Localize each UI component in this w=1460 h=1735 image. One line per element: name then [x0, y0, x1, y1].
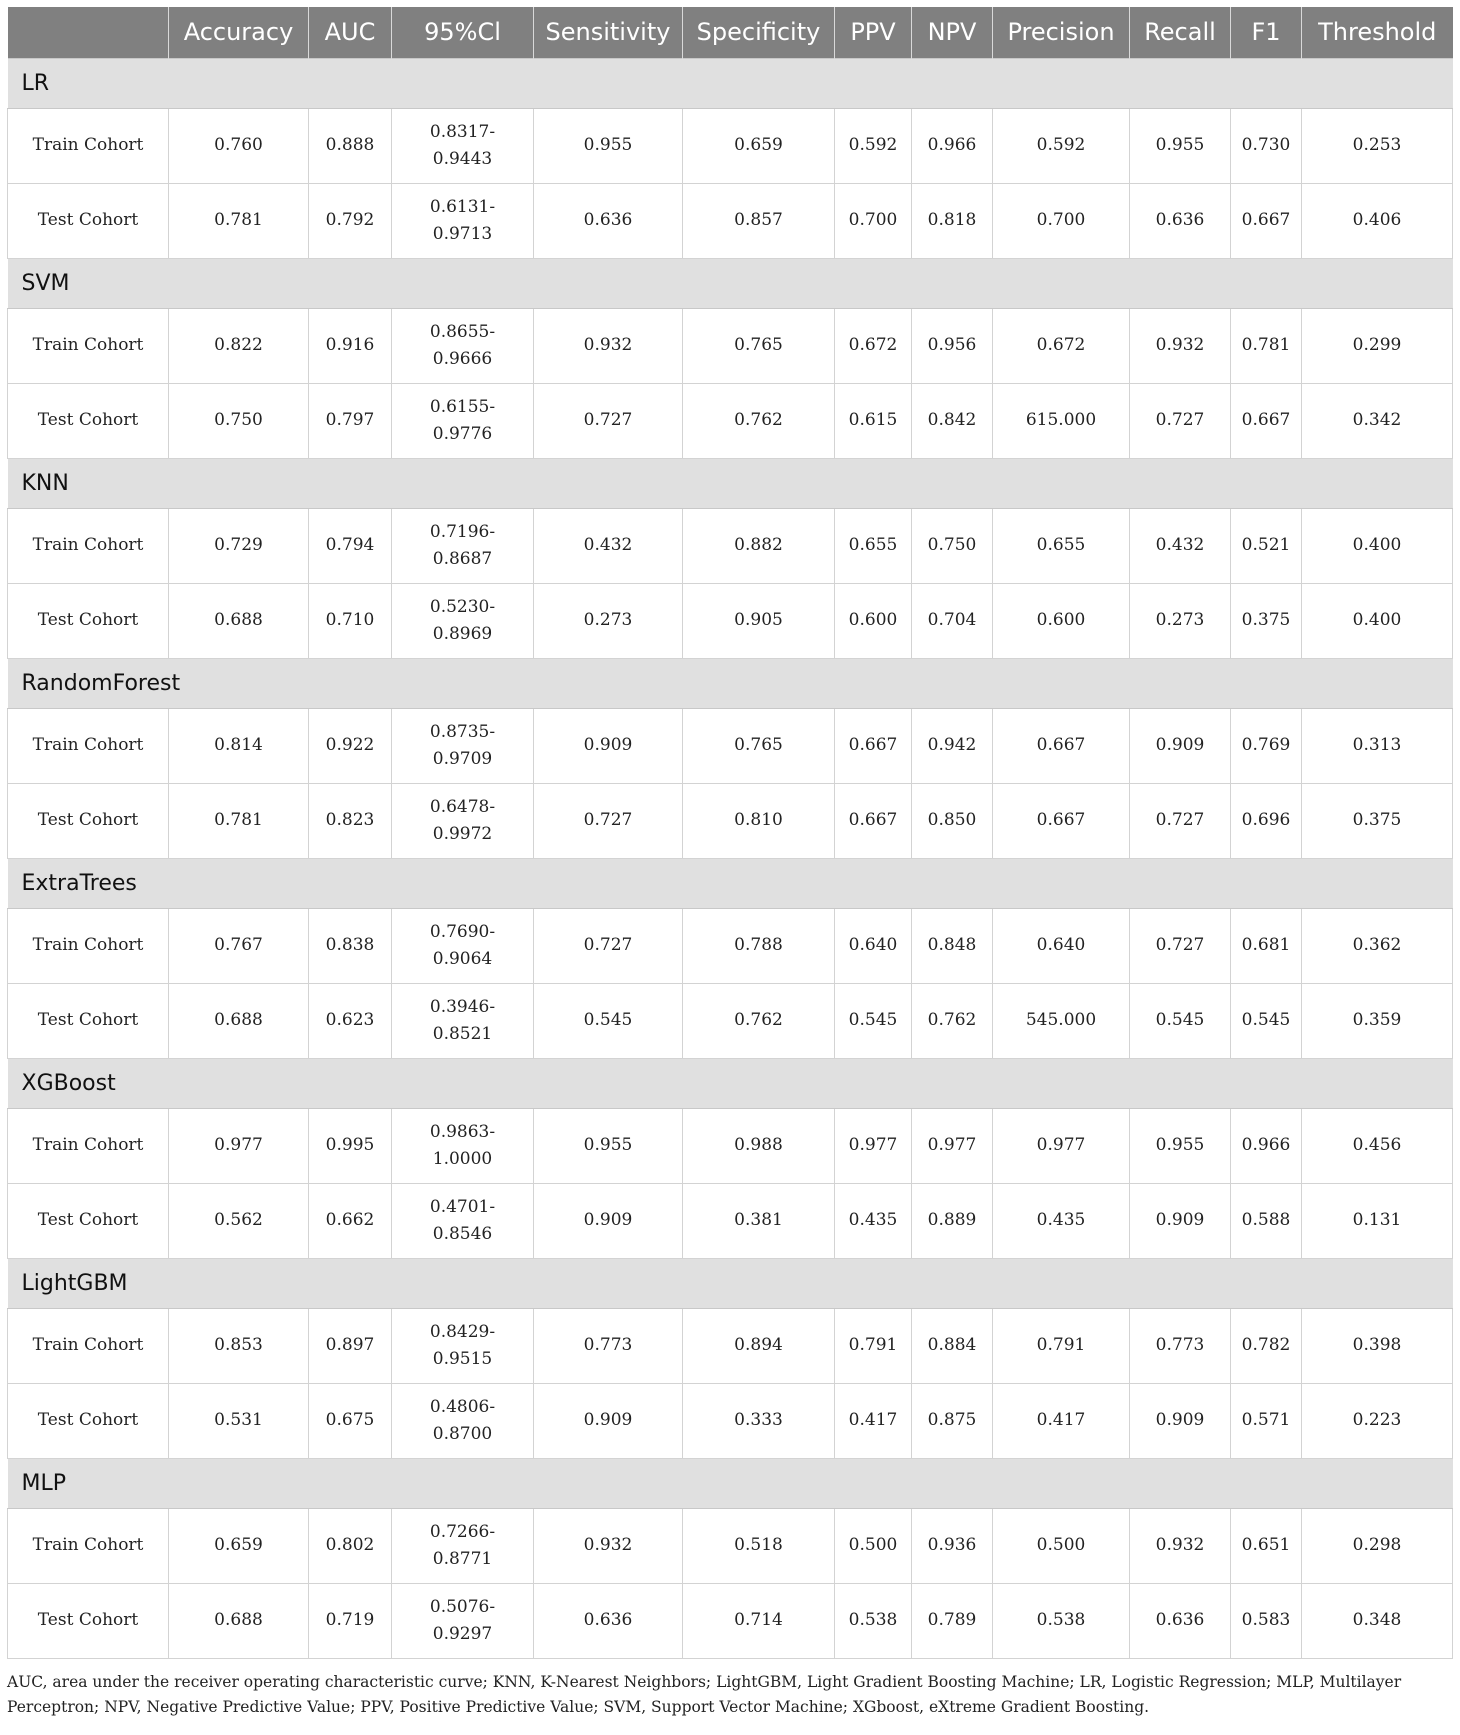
- group-row: [8, 658, 1453, 708]
- accuracy-cell: 0.688: [169, 1583, 309, 1658]
- recall-cell: 0.932: [1130, 308, 1231, 383]
- ci-cell: [392, 1508, 534, 1583]
- accuracy-cell: 0.531: [169, 1383, 309, 1458]
- f1-cell: 0.966: [1231, 1108, 1302, 1183]
- f1-cell: 0.583: [1231, 1583, 1302, 1658]
- sensitivity-cell: 0.727: [534, 908, 683, 983]
- auc-cell: 0.797: [309, 383, 392, 458]
- f1-cell: 0.375: [1231, 583, 1302, 658]
- threshold-cell: 0.375: [1302, 783, 1453, 858]
- accuracy-cell: 0.688: [169, 983, 309, 1058]
- ci-upper: 0.8771: [432, 1548, 493, 1569]
- header-cell-blank: [8, 7, 169, 58]
- header-cell: F1: [1231, 7, 1302, 58]
- threshold-cell: 0.348: [1302, 1583, 1453, 1658]
- npv-cell: 0.789: [912, 1583, 993, 1658]
- group-row: [8, 1258, 1453, 1308]
- table-row: [8, 783, 1453, 858]
- f1-cell: 0.696: [1231, 783, 1302, 858]
- ci-cell: [392, 583, 534, 658]
- auc-cell: 0.662: [309, 1183, 392, 1258]
- header-cell: PPV: [835, 7, 912, 58]
- threshold-cell: 0.299: [1302, 308, 1453, 383]
- group-row: [8, 1458, 1453, 1508]
- group-label: MLP: [8, 1458, 1453, 1508]
- recall-cell: 0.909: [1130, 1183, 1231, 1258]
- precision-cell: 0.435: [993, 1183, 1130, 1258]
- ci-lower: 0.4806-: [429, 1396, 496, 1417]
- npv-cell: 0.848: [912, 908, 993, 983]
- specificity-cell: 0.988: [683, 1108, 835, 1183]
- ci-cell: [392, 183, 534, 258]
- ci-cell: [392, 708, 534, 783]
- threshold-cell: 0.342: [1302, 383, 1453, 458]
- ci-cell: [392, 508, 534, 583]
- f1-cell: 0.521: [1231, 508, 1302, 583]
- npv-cell: 0.850: [912, 783, 993, 858]
- table-row: [8, 1508, 1453, 1583]
- ppv-cell: 0.655: [835, 508, 912, 583]
- cohort-cell: Train Cohort: [8, 308, 169, 383]
- cohort-cell: Train Cohort: [8, 1108, 169, 1183]
- ci-lower: 0.7196-: [429, 521, 496, 542]
- auc-cell: 0.719: [309, 1583, 392, 1658]
- npv-cell: 0.889: [912, 1183, 993, 1258]
- ppv-cell: 0.538: [835, 1583, 912, 1658]
- cohort-cell: Train Cohort: [8, 1308, 169, 1383]
- accuracy-cell: 0.688: [169, 583, 309, 658]
- accuracy-cell: 0.562: [169, 1183, 309, 1258]
- ci-lower: 0.8735-: [429, 721, 496, 742]
- header-cell: NPV: [912, 7, 993, 58]
- recall-cell: 0.636: [1130, 1583, 1231, 1658]
- accuracy-cell: 0.659: [169, 1508, 309, 1583]
- ci-cell: [392, 908, 534, 983]
- auc-cell: 0.888: [309, 108, 392, 183]
- threshold-cell: 0.400: [1302, 583, 1453, 658]
- sensitivity-cell: 0.727: [534, 783, 683, 858]
- ci-cell: [392, 108, 534, 183]
- f1-cell: 0.588: [1231, 1183, 1302, 1258]
- table-row: [8, 108, 1453, 183]
- table-footnote: AUC, area under the receiver operating characteristic curve; KNN, K-Nearest Neighbors; LightGBM, Light Gradient Boosting Machine; LR, Logistic Regression; MLP, Multilayer Perceptron; NPV, Negative Predictive Value; PPV, Positive Predictive Value; SVM, Support Vector Machine; XGboost, eXtreme Gradient Boosting.: [7, 1672, 1402, 1716]
- threshold-cell: 0.298: [1302, 1508, 1453, 1583]
- cohort-cell: Test Cohort: [8, 983, 169, 1058]
- ci-upper: 0.9709: [432, 748, 493, 769]
- ci-upper: 0.9776: [432, 423, 493, 444]
- ci-cell: [392, 1383, 534, 1458]
- ci-cell: [392, 783, 534, 858]
- specificity-cell: 0.714: [683, 1583, 835, 1658]
- recall-cell: 0.955: [1130, 108, 1231, 183]
- ci-upper: 0.9666: [432, 348, 493, 369]
- recall-cell: 0.545: [1130, 983, 1231, 1058]
- f1-cell: 0.730: [1231, 108, 1302, 183]
- accuracy-cell: 0.781: [169, 783, 309, 858]
- recall-cell: 0.773: [1130, 1308, 1231, 1383]
- ppv-cell: 0.417: [835, 1383, 912, 1458]
- table-row: [8, 1308, 1453, 1383]
- sensitivity-cell: 0.273: [534, 583, 683, 658]
- precision-cell: 0.700: [993, 183, 1130, 258]
- ci-lower: 0.7266-: [429, 1521, 496, 1542]
- specificity-cell: 0.381: [683, 1183, 835, 1258]
- recall-cell: 0.909: [1130, 1383, 1231, 1458]
- ci-lower: 0.8655-: [429, 321, 496, 342]
- table-row: [8, 1183, 1453, 1258]
- specificity-cell: 0.810: [683, 783, 835, 858]
- group-row: [8, 258, 1453, 308]
- specificity-cell: 0.788: [683, 908, 835, 983]
- accuracy-cell: 0.767: [169, 908, 309, 983]
- cohort-cell: Train Cohort: [8, 508, 169, 583]
- table-container: [7, 7, 1452, 1720]
- sensitivity-cell: 0.909: [534, 708, 683, 783]
- group-row: [8, 1058, 1453, 1108]
- ppv-cell: 0.435: [835, 1183, 912, 1258]
- group-label: KNN: [8, 458, 1453, 508]
- ci-lower: 0.6478-: [429, 796, 496, 817]
- specificity-cell: 0.765: [683, 708, 835, 783]
- auc-cell: 0.802: [309, 1508, 392, 1583]
- npv-cell: 0.936: [912, 1508, 993, 1583]
- auc-cell: 0.838: [309, 908, 392, 983]
- sensitivity-cell: 0.932: [534, 308, 683, 383]
- sensitivity-cell: 0.545: [534, 983, 683, 1058]
- specificity-cell: 0.894: [683, 1308, 835, 1383]
- header-cell: Threshold: [1318, 18, 1437, 47]
- auc-cell: 0.916: [309, 308, 392, 383]
- npv-cell: 0.762: [912, 983, 993, 1058]
- npv-cell: 0.977: [912, 1108, 993, 1183]
- sensitivity-cell: 0.909: [534, 1183, 683, 1258]
- cohort-cell: Test Cohort: [8, 1383, 169, 1458]
- ci-lower: 0.9863-: [429, 1121, 496, 1142]
- npv-cell: 0.942: [912, 708, 993, 783]
- auc-cell: 0.710: [309, 583, 392, 658]
- ci-lower: 0.6131-: [429, 196, 496, 217]
- ci-lower: 0.8317-: [429, 121, 496, 142]
- f1-cell: 0.545: [1231, 983, 1302, 1058]
- cohort-cell: Train Cohort: [8, 708, 169, 783]
- table-body: [8, 58, 1453, 1658]
- cohort-cell: Test Cohort: [8, 583, 169, 658]
- ci-upper: 0.8687: [432, 548, 493, 569]
- threshold-cell: 0.362: [1302, 908, 1453, 983]
- recall-cell: 0.955: [1130, 1108, 1231, 1183]
- specificity-cell: 0.762: [683, 983, 835, 1058]
- auc-cell: 0.675: [309, 1383, 392, 1458]
- table-row: [8, 508, 1453, 583]
- header-row: [8, 7, 1453, 58]
- ci-upper: 0.8700: [432, 1423, 493, 1444]
- specificity-cell: 0.659: [683, 108, 835, 183]
- table-row: [8, 1383, 1453, 1458]
- table-row: [8, 1108, 1453, 1183]
- table-row: [8, 383, 1453, 458]
- ci-upper: 0.9297: [432, 1623, 493, 1644]
- table-row: [8, 308, 1453, 383]
- threshold-cell: 0.359: [1302, 983, 1453, 1058]
- header-cell: Specificity: [683, 7, 835, 58]
- npv-cell: 0.842: [912, 383, 993, 458]
- group-label: ExtraTrees: [8, 858, 1453, 908]
- f1-cell: 0.571: [1231, 1383, 1302, 1458]
- ci-upper: 0.9443: [432, 148, 493, 169]
- ci-cell: [392, 983, 534, 1058]
- recall-cell: 0.636: [1130, 183, 1231, 258]
- specificity-cell: 0.765: [683, 308, 835, 383]
- model-performance-table: [7, 7, 1453, 1659]
- threshold-cell: 0.406: [1302, 183, 1453, 258]
- recall-cell: 0.727: [1130, 908, 1231, 983]
- group-label: SVM: [8, 258, 1453, 308]
- auc-cell: 0.995: [309, 1108, 392, 1183]
- group-row: [8, 458, 1453, 508]
- cohort-cell: Test Cohort: [8, 1583, 169, 1658]
- accuracy-cell: 0.760: [169, 108, 309, 183]
- precision-cell: 0.600: [993, 583, 1130, 658]
- specificity-cell: 0.905: [683, 583, 835, 658]
- ci-cell: [392, 1308, 534, 1383]
- sensitivity-cell: 0.727: [534, 383, 683, 458]
- ci-upper: 0.9713: [432, 223, 493, 244]
- cohort-cell: Test Cohort: [8, 783, 169, 858]
- accuracy-cell: 0.977: [169, 1108, 309, 1183]
- recall-cell: 0.727: [1130, 383, 1231, 458]
- threshold-cell: 0.400: [1302, 508, 1453, 583]
- precision-cell: 0.592: [993, 108, 1130, 183]
- header-cell: Recall: [1130, 7, 1231, 58]
- precision-cell: 0.672: [993, 308, 1130, 383]
- header-cell: AUC: [309, 7, 392, 58]
- group-row: [8, 858, 1453, 908]
- npv-cell: 0.750: [912, 508, 993, 583]
- accuracy-cell: 0.781: [169, 183, 309, 258]
- precision-cell: 0.977: [993, 1108, 1130, 1183]
- cohort-cell: Test Cohort: [8, 1183, 169, 1258]
- specificity-cell: 0.762: [683, 383, 835, 458]
- table-row: [8, 1583, 1453, 1658]
- recall-cell: 0.932: [1130, 1508, 1231, 1583]
- f1-cell: 0.667: [1231, 383, 1302, 458]
- precision-cell: 615.000: [993, 383, 1130, 458]
- sensitivity-cell: 0.773: [534, 1308, 683, 1383]
- table-row: [8, 183, 1453, 258]
- accuracy-cell: 0.853: [169, 1308, 309, 1383]
- group-label: LR: [8, 58, 1453, 108]
- auc-cell: 0.792: [309, 183, 392, 258]
- accuracy-cell: 0.729: [169, 508, 309, 583]
- ppv-cell: 0.700: [835, 183, 912, 258]
- sensitivity-cell: 0.636: [534, 1583, 683, 1658]
- ppv-cell: 0.791: [835, 1308, 912, 1383]
- ci-cell: [392, 1108, 534, 1183]
- ci-lower: 0.4701-: [429, 1196, 496, 1217]
- f1-cell: 0.667: [1231, 183, 1302, 258]
- ci-upper: 0.9064: [432, 948, 493, 969]
- ci-lower: 0.5230-: [429, 596, 496, 617]
- ci-lower: 0.5076-: [429, 1596, 496, 1617]
- precision-cell: 0.667: [993, 783, 1130, 858]
- npv-cell: 0.966: [912, 108, 993, 183]
- ci-upper: 1.0000: [432, 1148, 493, 1169]
- ppv-cell: 0.545: [835, 983, 912, 1058]
- cohort-cell: Train Cohort: [8, 1508, 169, 1583]
- header-cell: Sensitivity: [534, 7, 683, 58]
- table-row: [8, 583, 1453, 658]
- ppv-cell: 0.672: [835, 308, 912, 383]
- sensitivity-cell: 0.909: [534, 1383, 683, 1458]
- ci-cell: [392, 308, 534, 383]
- ppv-cell: 0.977: [835, 1108, 912, 1183]
- cohort-cell: Test Cohort: [8, 383, 169, 458]
- ci-upper: 0.8969: [432, 623, 493, 644]
- specificity-cell: 0.333: [683, 1383, 835, 1458]
- ci-upper: 0.9972: [432, 823, 493, 844]
- cohort-cell: Train Cohort: [8, 908, 169, 983]
- header-cell: Accuracy: [169, 7, 309, 58]
- sensitivity-cell: 0.432: [534, 508, 683, 583]
- ppv-cell: 0.640: [835, 908, 912, 983]
- recall-cell: 0.432: [1130, 508, 1231, 583]
- ppv-cell: 0.500: [835, 1508, 912, 1583]
- precision-cell: 0.667: [993, 708, 1130, 783]
- group-label: XGBoost: [8, 1058, 1453, 1108]
- group-label: RandomForest: [8, 658, 1453, 708]
- ci-lower: 0.6155-: [429, 396, 496, 417]
- specificity-cell: 0.518: [683, 1508, 835, 1583]
- sensitivity-cell: 0.636: [534, 183, 683, 258]
- ppv-cell: 0.615: [835, 383, 912, 458]
- ci-cell: [392, 1583, 534, 1658]
- f1-cell: 0.782: [1231, 1308, 1302, 1383]
- cohort-cell: Train Cohort: [8, 108, 169, 183]
- precision-cell: 0.538: [993, 1583, 1130, 1658]
- ci-cell: [392, 1183, 534, 1258]
- f1-cell: 0.781: [1231, 308, 1302, 383]
- recall-cell: 0.727: [1130, 783, 1231, 858]
- precision-cell: 0.640: [993, 908, 1130, 983]
- ci-upper: 0.8546: [432, 1223, 493, 1244]
- accuracy-cell: 0.822: [169, 308, 309, 383]
- auc-cell: 0.823: [309, 783, 392, 858]
- precision-cell: 545.000: [993, 983, 1130, 1058]
- npv-cell: 0.884: [912, 1308, 993, 1383]
- ci-upper: 0.9515: [432, 1348, 493, 1369]
- ci-upper: 0.8521: [432, 1023, 493, 1044]
- threshold-cell: 0.223: [1302, 1383, 1453, 1458]
- header-cell: 95%Cl: [392, 7, 534, 58]
- sensitivity-cell: 0.955: [534, 1108, 683, 1183]
- f1-cell: 0.769: [1231, 708, 1302, 783]
- npv-cell: 0.818: [912, 183, 993, 258]
- ppv-cell: 0.592: [835, 108, 912, 183]
- threshold-cell: 0.253: [1302, 108, 1453, 183]
- f1-cell: 0.681: [1231, 908, 1302, 983]
- group-label: LightGBM: [8, 1258, 1453, 1308]
- sensitivity-cell: 0.955: [534, 108, 683, 183]
- ci-cell: [392, 383, 534, 458]
- ci-lower: 0.8429-: [429, 1321, 496, 1342]
- recall-cell: 0.909: [1130, 708, 1231, 783]
- ci-lower: 0.3946-: [429, 996, 496, 1017]
- group-row: [8, 58, 1453, 108]
- header-cell: Precision: [993, 7, 1130, 58]
- precision-cell: 0.791: [993, 1308, 1130, 1383]
- npv-cell: 0.956: [912, 308, 993, 383]
- accuracy-cell: 0.814: [169, 708, 309, 783]
- auc-cell: 0.897: [309, 1308, 392, 1383]
- table-row: [8, 708, 1453, 783]
- table-header: [8, 7, 1453, 58]
- npv-cell: 0.704: [912, 583, 993, 658]
- ci-lower: 0.7690-: [429, 921, 496, 942]
- ppv-cell: 0.667: [835, 783, 912, 858]
- ppv-cell: 0.667: [835, 708, 912, 783]
- specificity-cell: 0.857: [683, 183, 835, 258]
- threshold-cell: 0.313: [1302, 708, 1453, 783]
- recall-cell: 0.273: [1130, 583, 1231, 658]
- auc-cell: 0.922: [309, 708, 392, 783]
- table-row: [8, 908, 1453, 983]
- precision-cell: 0.500: [993, 1508, 1130, 1583]
- npv-cell: 0.875: [912, 1383, 993, 1458]
- specificity-cell: 0.882: [683, 508, 835, 583]
- cohort-cell: Test Cohort: [8, 183, 169, 258]
- threshold-cell: 0.456: [1302, 1108, 1453, 1183]
- accuracy-cell: 0.750: [169, 383, 309, 458]
- sensitivity-cell: 0.932: [534, 1508, 683, 1583]
- ppv-cell: 0.600: [835, 583, 912, 658]
- table-row: [8, 983, 1453, 1058]
- precision-cell: 0.417: [993, 1383, 1130, 1458]
- auc-cell: 0.794: [309, 508, 392, 583]
- precision-cell: 0.655: [993, 508, 1130, 583]
- auc-cell: 0.623: [309, 983, 392, 1058]
- f1-cell: 0.651: [1231, 1508, 1302, 1583]
- threshold-cell: 0.398: [1302, 1308, 1453, 1383]
- threshold-cell: 0.131: [1302, 1183, 1453, 1258]
